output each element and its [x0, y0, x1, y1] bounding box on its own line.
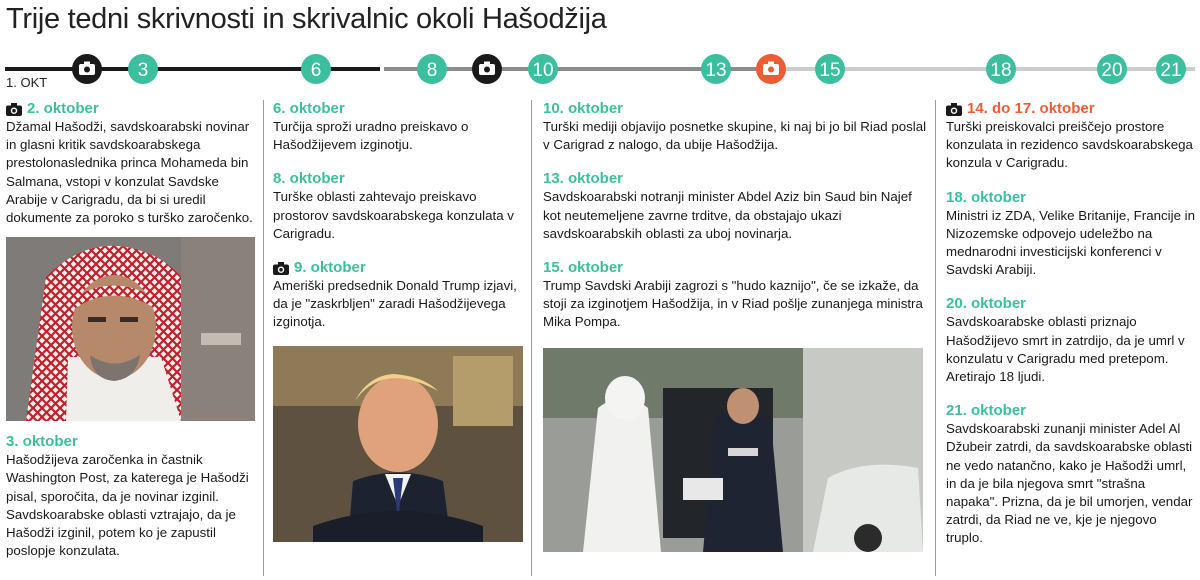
entry-date: 21. oktober	[946, 402, 1027, 420]
svg-text:18: 18	[990, 60, 1012, 81]
entry-text: Hašodžijeva zaročenka in častnik Washington Post, za katerega je Hašodži pisal, sporočita, da je novinar izginil. Savdskoarabske oblasti vztrajajo, da je Hašodži izginil, potem ko je zapustil poslopje konzulata.	[6, 452, 249, 559]
svg-text:15: 15	[819, 60, 841, 81]
entry-date: 14. do 17. oktober	[946, 100, 1196, 118]
entry-15-okt	[543, 259, 928, 332]
entry-6-okt	[273, 100, 525, 154]
entry-date: 18. oktober	[946, 188, 1027, 206]
entry-10-okt	[543, 100, 928, 154]
svg-text:6: 6	[310, 60, 322, 81]
entry-date: 3. oktober	[6, 433, 78, 451]
entry-text: Ameriški predsednik Donald Trump izjavi, da je "zaskrbljen" zaradi Hašodžijevega izginotja.	[273, 278, 517, 330]
column-4	[946, 100, 1196, 580]
camera-icon	[946, 103, 962, 116]
timeline-camera-14-okt	[756, 54, 786, 84]
entry-14-17-okt	[946, 100, 1196, 173]
svg-text:21: 21	[1160, 60, 1182, 81]
entry-18-okt	[946, 189, 1196, 280]
entry-text: Turški preiskovalci preiščejo prostore konzulata in rezidenco savdskoarabskega konzula v Carigradu.	[946, 119, 1193, 171]
camera-icon	[273, 262, 289, 275]
timeline-marker-21	[1156, 54, 1186, 84]
entry-text: Turški mediji objavijo posnetke skupine, ki naj bi jo bil Riad poslal v Carigrad z nalogo, da ubije Hašodžija.	[543, 119, 927, 153]
timeline	[0, 45, 1200, 97]
timeline-marker-13	[701, 54, 731, 84]
entry-21-okt	[946, 402, 1196, 547]
svg-text:13: 13	[705, 60, 727, 81]
entry-text: Savdskoarabski zunanji minister Adel Al Džubeir zatrdi, da savdskoarabske oblasti ne vedo natančno, kako je Hašodži umrl, in da je bila njegova smrt "strašna napaka". Prizna, da je bil umorjen, vendar zatrdi, da Riad ne ve, kje je njegovo truplo.	[946, 421, 1193, 546]
photo-trump	[273, 346, 523, 542]
column-divider	[263, 100, 264, 576]
page-title: Trije tedni skrivnosti in skrivalnic okoli Hašodžija	[6, 3, 607, 35]
timeline-marker-8	[417, 54, 447, 84]
timeline-camera-2-okt	[72, 54, 102, 84]
timeline-start-label: 1. OKT	[6, 75, 48, 90]
entry-date: 2. oktober	[6, 100, 258, 118]
column-1	[6, 100, 258, 580]
entry-text: Džamal Hašodži, savdskoarabski novinar in glasni kritik savdskoarabskega prestolonaslednika princa Mohameda bin Salmana, vstopi v konzulat Savdske Arabije v Carigradu, da bi si uredil dokumente za poroko s turško zaročenko.	[6, 119, 253, 226]
column-2	[273, 100, 525, 580]
timeline-marker-20	[1097, 54, 1127, 84]
entry-date: 15. oktober	[543, 259, 624, 277]
entry-text: Savdskoarabski notranji minister Abdel Aziz bin Saud bin Najef kot neutemeljene zavrne trditve, da obstajajo ukazi savdskoarabskih oblasti za uboj novinarja.	[543, 189, 912, 241]
entry-date: 13. oktober	[543, 170, 624, 188]
photo-investigators	[543, 348, 923, 552]
entry-9-okt	[273, 259, 525, 332]
entry-text: Trump Savdski Arabiji zagrozi s "hudo kaznijo", če se izkaže, da stoji za izginotjem Hašodžija, in v Riad pošlje zunanjega ministra Mika Pompa.	[543, 278, 923, 330]
entry-2-okt	[6, 100, 258, 227]
column-3	[543, 100, 928, 580]
entry-date: 6. oktober	[273, 100, 345, 117]
timeline-camera-9-okt	[472, 54, 502, 84]
column-divider	[531, 100, 532, 576]
entry-20-okt	[946, 295, 1196, 386]
entry-text: Ministri iz ZDA, Velike Britanije, Francije in Nizozemske odpovejo udeležbo na mednarodni investicijski konferenci v Savdski Arabiji.	[946, 207, 1196, 278]
entry-13-okt	[543, 170, 928, 243]
column-divider	[935, 100, 936, 576]
entry-text: Turške oblasti zahtevajo preiskavo prostorov savdskoarabskega konzulata v Carigradu.	[273, 189, 514, 241]
entry-8-okt	[273, 170, 525, 243]
svg-text:10: 10	[532, 60, 554, 81]
timeline-marker-3	[128, 54, 158, 84]
timeline-marker-6	[301, 54, 331, 84]
timeline-marker-18	[986, 54, 1016, 84]
entry-date: 10. oktober	[543, 100, 624, 117]
entry-date: 20. oktober	[946, 295, 1027, 313]
timeline-marker-15	[815, 54, 845, 84]
entry-date: 8. oktober	[273, 170, 345, 188]
svg-text:20: 20	[1101, 60, 1123, 81]
entry-text: Savdskoarabske oblasti priznajo Hašodžijevo smrt in zatrdijo, da je umrl v konzulatu v Carigradu med pretepom. Aretirajo 18 ljudi.	[946, 314, 1185, 385]
timeline-marker-10	[528, 54, 558, 84]
entry-text: Turčija sproži uradno preiskavo o Hašodžijevem izginotju.	[273, 119, 469, 153]
entry-date: 9. oktober	[273, 259, 525, 277]
photo-khashoggi	[6, 237, 255, 421]
camera-icon	[6, 103, 22, 116]
svg-text:8: 8	[426, 60, 438, 81]
entry-3-okt	[6, 433, 258, 560]
svg-text:3: 3	[137, 60, 149, 81]
